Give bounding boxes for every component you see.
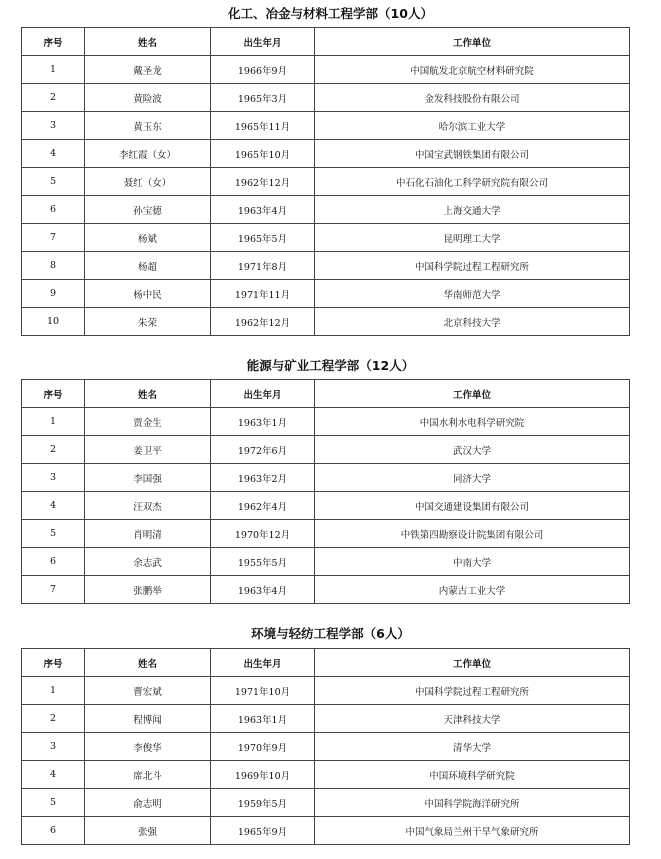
cell-unit: 武汉大学 bbox=[315, 436, 630, 464]
table-header-row bbox=[22, 28, 630, 56]
cell-birth: 1963年4月 bbox=[211, 576, 315, 604]
table-row bbox=[22, 252, 630, 280]
table-row bbox=[22, 789, 630, 817]
cell-birth: 1972年6月 bbox=[211, 436, 315, 464]
cell-no: 1 bbox=[22, 677, 85, 705]
cell-birth: 1963年4月 bbox=[211, 196, 315, 224]
cell-unit: 华南师范大学 bbox=[315, 280, 630, 308]
cell-name: 李国强 bbox=[85, 464, 211, 492]
cell-name: 杨超 bbox=[85, 252, 211, 280]
cell-no: 3 bbox=[22, 464, 85, 492]
cell-no: 5 bbox=[22, 789, 85, 817]
cell-no: 2 bbox=[22, 436, 85, 464]
column-header-birth: 出生年月 bbox=[211, 28, 315, 56]
cell-unit: 中国航发北京航空材料研究院 bbox=[315, 56, 630, 84]
cell-unit: 中国水利水电科学研究院 bbox=[315, 408, 630, 436]
section-title: 能源与矿业工程学部（12人） bbox=[246, 358, 415, 373]
cell-unit: 中铁第四勘察设计院集团有限公司 bbox=[315, 520, 630, 548]
cell-birth: 1963年1月 bbox=[211, 408, 315, 436]
cell-birth: 1971年11月 bbox=[211, 280, 315, 308]
cell-no: 2 bbox=[22, 84, 85, 112]
cell-name: 朱荣 bbox=[85, 308, 211, 336]
cell-no: 6 bbox=[22, 548, 85, 576]
table-row bbox=[22, 196, 630, 224]
cell-name: 肖明清 bbox=[85, 520, 211, 548]
cell-unit: 中国科学院过程工程研究所 bbox=[315, 677, 630, 705]
cell-unit: 中国宝武钢铁集团有限公司 bbox=[315, 140, 630, 168]
table-row bbox=[22, 761, 630, 789]
column-header-name: 姓名 bbox=[85, 380, 211, 408]
cell-no: 2 bbox=[22, 705, 85, 733]
table-row bbox=[22, 576, 630, 604]
cell-name: 余志武 bbox=[85, 548, 211, 576]
cell-name: 程博闻 bbox=[85, 705, 211, 733]
table-header-row bbox=[22, 380, 630, 408]
cell-no: 7 bbox=[22, 224, 85, 252]
column-header-name: 姓名 bbox=[85, 649, 211, 677]
table-row bbox=[22, 520, 630, 548]
table-row bbox=[22, 436, 630, 464]
cell-unit: 中南大学 bbox=[315, 548, 630, 576]
cell-no: 3 bbox=[22, 733, 85, 761]
table-row bbox=[22, 705, 630, 733]
cell-birth: 1970年9月 bbox=[211, 733, 315, 761]
cell-birth: 1965年11月 bbox=[211, 112, 315, 140]
member-table bbox=[21, 379, 630, 604]
cell-unit: 昆明理工大学 bbox=[315, 224, 630, 252]
cell-unit: 天津科技大学 bbox=[315, 705, 630, 733]
cell-name: 戴圣龙 bbox=[85, 56, 211, 84]
cell-birth: 1962年4月 bbox=[211, 492, 315, 520]
cell-unit: 中国科学院过程工程研究所 bbox=[315, 252, 630, 280]
table-row bbox=[22, 168, 630, 196]
cell-name: 姜卫平 bbox=[85, 436, 211, 464]
table-row bbox=[22, 733, 630, 761]
cell-birth: 1965年9月 bbox=[211, 817, 315, 845]
cell-no: 10 bbox=[22, 308, 85, 336]
cell-no: 6 bbox=[22, 196, 85, 224]
member-table bbox=[21, 648, 630, 845]
cell-birth: 1969年10月 bbox=[211, 761, 315, 789]
cell-name: 李红霞（女） bbox=[85, 140, 211, 168]
cell-name: 杨斌 bbox=[85, 224, 211, 252]
section-title: 化工、冶金与材料工程学部（10人） bbox=[228, 6, 433, 21]
cell-name: 黄险波 bbox=[85, 84, 211, 112]
cell-name: 汪双杰 bbox=[85, 492, 211, 520]
cell-no: 4 bbox=[22, 140, 85, 168]
cell-birth: 1962年12月 bbox=[211, 308, 315, 336]
table-row bbox=[22, 408, 630, 436]
cell-no: 9 bbox=[22, 280, 85, 308]
cell-no: 5 bbox=[22, 168, 85, 196]
cell-no: 5 bbox=[22, 520, 85, 548]
cell-birth: 1966年9月 bbox=[211, 56, 315, 84]
table-header-row bbox=[22, 649, 630, 677]
cell-birth: 1955年5月 bbox=[211, 548, 315, 576]
cell-name: 黄玉东 bbox=[85, 112, 211, 140]
column-header-no: 序号 bbox=[22, 28, 85, 56]
table-row bbox=[22, 140, 630, 168]
cell-birth: 1962年12月 bbox=[211, 168, 315, 196]
cell-name: 俞志明 bbox=[85, 789, 211, 817]
cell-no: 4 bbox=[22, 761, 85, 789]
table-row bbox=[22, 817, 630, 845]
table-row bbox=[22, 548, 630, 576]
table-row bbox=[22, 224, 630, 252]
cell-unit: 中国环境科学研究院 bbox=[315, 761, 630, 789]
column-header-no: 序号 bbox=[22, 380, 85, 408]
cell-birth: 1970年12月 bbox=[211, 520, 315, 548]
table-row bbox=[22, 280, 630, 308]
cell-no: 1 bbox=[22, 56, 85, 84]
cell-unit: 中石化石油化工科学研究院有限公司 bbox=[315, 168, 630, 196]
cell-unit: 中国交通建设集团有限公司 bbox=[315, 492, 630, 520]
cell-name: 曹宏斌 bbox=[85, 677, 211, 705]
cell-birth: 1971年8月 bbox=[211, 252, 315, 280]
cell-no: 8 bbox=[22, 252, 85, 280]
cell-birth: 1965年3月 bbox=[211, 84, 315, 112]
cell-name: 李俊华 bbox=[85, 733, 211, 761]
cell-no: 1 bbox=[22, 408, 85, 436]
column-header-no: 序号 bbox=[22, 649, 85, 677]
cell-birth: 1963年1月 bbox=[211, 705, 315, 733]
cell-no: 7 bbox=[22, 576, 85, 604]
cell-unit: 清华大学 bbox=[315, 733, 630, 761]
column-header-unit: 工作单位 bbox=[315, 28, 630, 56]
cell-name: 聂红（女） bbox=[85, 168, 211, 196]
column-header-birth: 出生年月 bbox=[211, 649, 315, 677]
cell-no: 6 bbox=[22, 817, 85, 845]
table-row bbox=[22, 492, 630, 520]
cell-birth: 1965年5月 bbox=[211, 224, 315, 252]
table-row bbox=[22, 56, 630, 84]
section-title: 环境与轻纺工程学部（6人） bbox=[251, 626, 410, 641]
cell-no: 4 bbox=[22, 492, 85, 520]
cell-unit: 金发科技股份有限公司 bbox=[315, 84, 630, 112]
cell-name: 杨中民 bbox=[85, 280, 211, 308]
table-row bbox=[22, 464, 630, 492]
cell-birth: 1963年2月 bbox=[211, 464, 315, 492]
member-table bbox=[21, 27, 630, 336]
cell-birth: 1971年10月 bbox=[211, 677, 315, 705]
table-row bbox=[22, 308, 630, 336]
cell-name: 张强 bbox=[85, 817, 211, 845]
column-header-name: 姓名 bbox=[85, 28, 211, 56]
cell-no: 3 bbox=[22, 112, 85, 140]
table-row bbox=[22, 84, 630, 112]
cell-birth: 1959年5月 bbox=[211, 789, 315, 817]
cell-name: 贾金生 bbox=[85, 408, 211, 436]
cell-birth: 1965年10月 bbox=[211, 140, 315, 168]
cell-unit: 内蒙古工业大学 bbox=[315, 576, 630, 604]
cell-name: 席北斗 bbox=[85, 761, 211, 789]
column-header-unit: 工作单位 bbox=[315, 380, 630, 408]
cell-unit: 上海交通大学 bbox=[315, 196, 630, 224]
table-row bbox=[22, 112, 630, 140]
column-header-birth: 出生年月 bbox=[211, 380, 315, 408]
cell-name: 张鹏举 bbox=[85, 576, 211, 604]
cell-name: 孙宝德 bbox=[85, 196, 211, 224]
cell-unit: 北京科技大学 bbox=[315, 308, 630, 336]
cell-unit: 中国科学院海洋研究所 bbox=[315, 789, 630, 817]
cell-unit: 哈尔滨工业大学 bbox=[315, 112, 630, 140]
table-row bbox=[22, 677, 630, 705]
column-header-unit: 工作单位 bbox=[315, 649, 630, 677]
cell-unit: 中国气象局兰州干旱气象研究所 bbox=[315, 817, 630, 845]
cell-unit: 同济大学 bbox=[315, 464, 630, 492]
